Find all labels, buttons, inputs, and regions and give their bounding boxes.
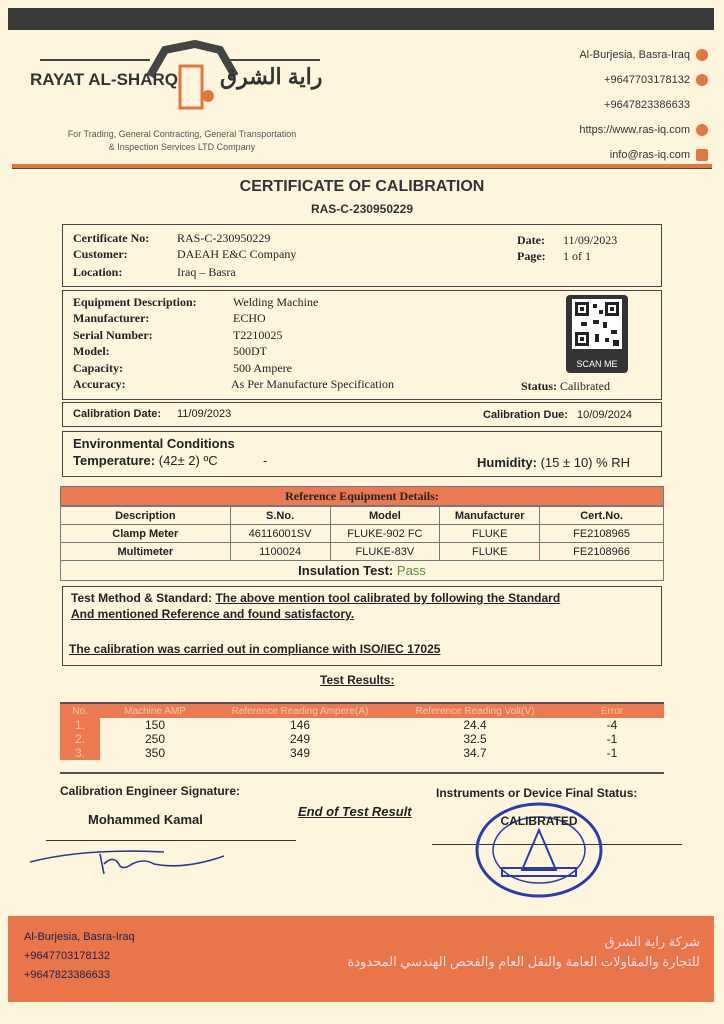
certificate-title: CERTIFICATE OF CALIBRATION — [239, 178, 485, 195]
capacity-label: Capacity: — [73, 361, 123, 375]
method-line1: Test Method & Standard: The above mention tool calibrated by following the Standard — [71, 591, 561, 605]
date-value: 11/09/2023 — [563, 233, 618, 247]
footer-address: Al-Burjesia, Basra-Iraq — [24, 931, 135, 943]
engineer-name: Mohammed Kamal — [88, 812, 203, 827]
environment-box — [62, 431, 662, 477]
cert-no-label: Certificate No: — [73, 231, 150, 245]
model-label: Model: — [73, 344, 110, 358]
customer-label: Customer: — [73, 247, 128, 261]
accuracy-value: As Per Manufacture Specification — [231, 377, 394, 391]
results-title: Test Results: — [320, 673, 395, 687]
method-box — [62, 586, 662, 666]
status-row: Status: Calibrated — [521, 379, 610, 393]
manufacturer-label: Manufacturer: — [73, 311, 150, 325]
page-label: Page: — [517, 249, 546, 263]
accuracy-label: Accuracy: — [73, 377, 126, 391]
footer-ar-line2: للتجارة والمقاولات العامة والنقل العام والفحص الهندسي المحدودة — [347, 954, 700, 969]
contact-block — [579, 42, 708, 167]
customer-value: DAEAH E&C Company — [177, 247, 297, 261]
calibration-due-label: Calibration Due: — [483, 409, 568, 421]
temperature-row: Temperature: (42± 2) ºC — [73, 453, 218, 468]
results-table — [60, 704, 664, 760]
signature-scribble — [24, 840, 244, 880]
calibration-dates-box — [62, 402, 662, 427]
table-row: 3. 350 349 34.7 -1 — [60, 746, 664, 760]
phone-icon — [696, 74, 708, 86]
page-value: 1 of 1 — [563, 249, 591, 263]
humidity-value: (15 ± 10) % RH — [540, 455, 631, 470]
method-line2: And mentioned Reference and found satisfactory. — [71, 607, 355, 621]
results-table-wrap — [60, 702, 664, 774]
qr-label: SCAN ME — [576, 359, 618, 369]
footer-phone1: +9647703178132 — [24, 950, 110, 962]
compliance-statement: The calibration was carried out in compliance with ISO/IEC 17025 — [69, 642, 441, 656]
engineer-label: Calibration Engineer Signature: — [60, 784, 241, 798]
tagline-line2: & Inspection Services LTD Company — [108, 142, 256, 152]
final-status-label: Instruments or Device Final Status: — [436, 786, 638, 800]
header-divider-thin — [12, 168, 712, 169]
email-icon — [696, 149, 708, 161]
table-row: 2. 250 249 32.5 -1 — [60, 732, 664, 746]
cert-no-value: RAS-C-230950229 — [177, 231, 271, 245]
calibration-date-value: 11/09/2023 — [177, 408, 232, 420]
qr-code[interactable] — [566, 295, 628, 373]
location-icon — [696, 49, 708, 61]
certificate-info-box — [62, 224, 662, 287]
location-value: Iraq – Basra — [177, 265, 236, 279]
tagline-line1: For Trading, General Contracting, General Transportation — [67, 129, 297, 139]
equip-desc-value: Welding Machine — [233, 295, 319, 309]
company-name-ar: راية الشرق — [220, 64, 323, 89]
table-row: Multimeter 1100024 FLUKE-83V FLUKE FE2108966 — [61, 543, 664, 561]
temp-dash: - — [263, 453, 268, 468]
table-row: Clamp Meter 46116001SV FLUKE-902 FC FLUKE FE2108965 — [61, 525, 664, 543]
model-value: 500DT — [233, 344, 267, 358]
contact-website[interactable]: https://www.ras-iq.com — [579, 117, 708, 142]
insulation-row: Insulation Test: Pass — [61, 561, 664, 581]
end-of-result: End of Test Result — [298, 804, 412, 819]
status-value: Calibrated — [560, 379, 610, 393]
footer-contact — [24, 928, 135, 985]
contact-email[interactable]: info@ras-iq.com — [579, 142, 708, 167]
top-bar — [8, 8, 714, 30]
tagline — [32, 128, 332, 154]
reference-table — [60, 506, 664, 581]
reference-header-row: Description S.No. Model Manufacturer Cert.No. — [61, 507, 664, 525]
serial-label: Serial Number: — [73, 328, 153, 342]
contact-address: Al-Burjesia, Basra-Iraq — [579, 42, 708, 67]
insulation-value: Pass — [396, 563, 426, 578]
location-label: Location: — [73, 265, 123, 279]
reference-title: Reference Equipment Details: — [60, 486, 664, 506]
serial-value: T2210025 — [233, 328, 283, 342]
contact-phone2: +9647823386633 — [604, 98, 690, 111]
stamp-text: CALIBRATED — [500, 814, 578, 828]
capacity-value: 500 Ampere — [233, 361, 292, 375]
footer — [8, 916, 714, 1002]
company-logo — [30, 36, 330, 120]
results-header-row: No. Machine AMP Reference Reading Ampere(A) Reference Reading Volt(V) Error — [60, 704, 664, 718]
footer-phone2: +9647823386633 — [24, 969, 110, 981]
globe-icon — [696, 124, 708, 136]
company-name-en: RAYAT AL-SHARQ — [30, 70, 178, 89]
calibration-date-label: Calibration Date: — [73, 408, 162, 420]
equipment-box — [62, 290, 662, 400]
contact-phone1: +9647703178132 — [579, 67, 708, 92]
calibrated-stamp — [472, 800, 606, 900]
equip-desc-label: Equipment Description: — [73, 295, 197, 309]
calibration-due-value: 10/09/2024 — [577, 409, 633, 421]
footer-arabic — [348, 932, 701, 972]
environment-title: Environmental Conditions — [73, 436, 235, 451]
humidity-row: Humidity: (15 ± 10) % RH — [477, 455, 631, 470]
manufacturer-value: ECHO — [233, 311, 266, 325]
footer-ar-line1: شركة راية الشرق — [604, 934, 700, 949]
table-row: 1. 150 146 24.4 -4 — [60, 718, 664, 732]
temperature-value: (42± 2) ºC — [158, 453, 218, 468]
date-label: Date: — [517, 233, 545, 247]
certificate-number-title: RAS-C-230950229 — [310, 202, 414, 216]
